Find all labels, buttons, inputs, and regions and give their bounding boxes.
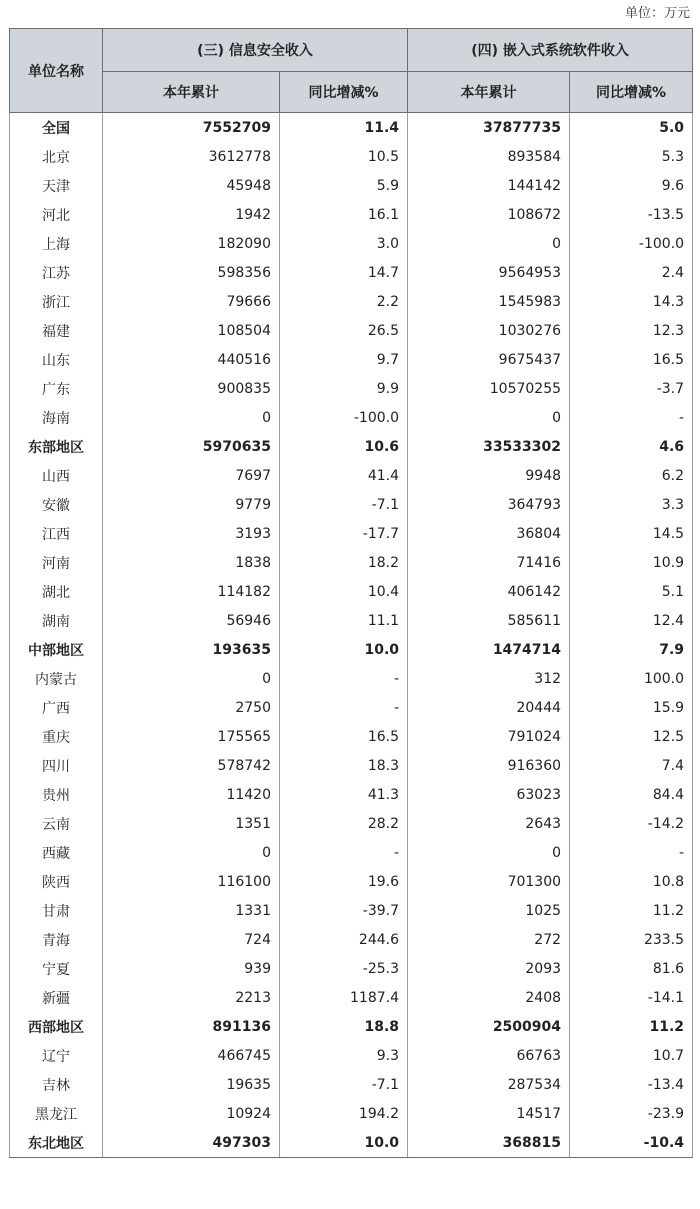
name-cell: 北京 [10, 142, 103, 171]
table-row [10, 1128, 693, 1158]
embedded-yoy-cell: 12.3 [570, 316, 693, 345]
table-row [10, 867, 693, 896]
info-security-cumulative-cell: 1838 [103, 548, 280, 577]
embedded-cumulative-cell: 893584 [408, 142, 570, 171]
name-cell: 辽宁 [10, 1041, 103, 1070]
info-security-yoy-cell: - [280, 664, 408, 693]
table-row [10, 316, 693, 345]
name-cell: 山西 [10, 461, 103, 490]
table-row [10, 1070, 693, 1099]
table-row [10, 606, 693, 635]
table-row [10, 519, 693, 548]
embedded-yoy-cell: -100.0 [570, 229, 693, 258]
info-security-yoy-cell: 9.7 [280, 345, 408, 374]
info-security-cumulative-cell: 0 [103, 838, 280, 867]
info-security-yoy-cell: 14.7 [280, 258, 408, 287]
table-row [10, 287, 693, 316]
name-cell: 河北 [10, 200, 103, 229]
info-security-cumulative-cell: 11420 [103, 780, 280, 809]
embedded-yoy-cell: -10.4 [570, 1128, 693, 1158]
info-security-cumulative-cell: 108504 [103, 316, 280, 345]
embedded-yoy-cell: -13.5 [570, 200, 693, 229]
embedded-yoy-cell: 5.1 [570, 577, 693, 606]
embedded-yoy-cell: 7.9 [570, 635, 693, 664]
table-row [10, 490, 693, 519]
info-security-yoy-cell: 10.0 [280, 1128, 408, 1158]
name-cell: 宁夏 [10, 954, 103, 983]
embedded-yoy-cell: 14.5 [570, 519, 693, 548]
table-row [10, 838, 693, 867]
table-row [10, 432, 693, 461]
embedded-yoy-cell: 9.6 [570, 171, 693, 200]
table-row [10, 1041, 693, 1070]
embedded-yoy-cell: 12.4 [570, 606, 693, 635]
info-security-cumulative-cell: 1942 [103, 200, 280, 229]
table-body [10, 113, 693, 1158]
info-security-yoy-cell: 2.2 [280, 287, 408, 316]
info-security-cumulative-cell: 1331 [103, 896, 280, 925]
embedded-yoy-cell: - [570, 838, 693, 867]
name-cell: 四川 [10, 751, 103, 780]
info-security-cumulative-cell: 900835 [103, 374, 280, 403]
info-security-cumulative-cell: 3193 [103, 519, 280, 548]
embedded-cumulative-cell: 791024 [408, 722, 570, 751]
table-row [10, 1012, 693, 1041]
embedded-yoy-cell: 10.9 [570, 548, 693, 577]
name-cell: 东部地区 [10, 432, 103, 461]
embedded-yoy-cell: 6.2 [570, 461, 693, 490]
embedded-yoy-cell: 11.2 [570, 1012, 693, 1041]
info-security-yoy-cell: 18.8 [280, 1012, 408, 1041]
embedded-yoy-cell: 7.4 [570, 751, 693, 780]
info-security-yoy-cell: 11.4 [280, 113, 408, 143]
embedded-cumulative-cell: 9675437 [408, 345, 570, 374]
name-cell: 中部地区 [10, 635, 103, 664]
embedded-cumulative-cell: 71416 [408, 548, 570, 577]
table-row [10, 954, 693, 983]
info-security-yoy-cell: 10.5 [280, 142, 408, 171]
embedded-yoy-cell: 16.5 [570, 345, 693, 374]
info-security-yoy-cell: 244.6 [280, 925, 408, 954]
table-row [10, 896, 693, 925]
name-cell: 云南 [10, 809, 103, 838]
info-security-cumulative-cell: 182090 [103, 229, 280, 258]
embedded-yoy-cell: 4.6 [570, 432, 693, 461]
embedded-cumulative-cell: 406142 [408, 577, 570, 606]
header-embedded-cumulative: 本年累计 [408, 72, 570, 113]
info-security-cumulative-cell: 1351 [103, 809, 280, 838]
embedded-cumulative-cell: 0 [408, 229, 570, 258]
embedded-cumulative-cell: 66763 [408, 1041, 570, 1070]
name-cell: 浙江 [10, 287, 103, 316]
embedded-yoy-cell: - [570, 403, 693, 432]
info-security-yoy-cell: 41.3 [280, 780, 408, 809]
embedded-cumulative-cell: 1545983 [408, 287, 570, 316]
embedded-cumulative-cell: 10570255 [408, 374, 570, 403]
embedded-cumulative-cell: 9948 [408, 461, 570, 490]
embedded-cumulative-cell: 0 [408, 403, 570, 432]
info-security-yoy-cell: -100.0 [280, 403, 408, 432]
embedded-cumulative-cell: 1030276 [408, 316, 570, 345]
name-cell: 陕西 [10, 867, 103, 896]
embedded-yoy-cell: 100.0 [570, 664, 693, 693]
name-cell: 重庆 [10, 722, 103, 751]
name-cell: 青海 [10, 925, 103, 954]
name-cell: 西部地区 [10, 1012, 103, 1041]
embedded-cumulative-cell: 36804 [408, 519, 570, 548]
embedded-cumulative-cell: 0 [408, 838, 570, 867]
table-row [10, 722, 693, 751]
name-cell: 吉林 [10, 1070, 103, 1099]
embedded-cumulative-cell: 1025 [408, 896, 570, 925]
info-security-yoy-cell: 5.9 [280, 171, 408, 200]
info-security-yoy-cell: 18.2 [280, 548, 408, 577]
table-row [10, 403, 693, 432]
embedded-yoy-cell: 81.6 [570, 954, 693, 983]
table-row [10, 809, 693, 838]
embedded-yoy-cell: 5.0 [570, 113, 693, 143]
info-security-yoy-cell: 26.5 [280, 316, 408, 345]
embedded-cumulative-cell: 108672 [408, 200, 570, 229]
table-row [10, 258, 693, 287]
name-cell: 福建 [10, 316, 103, 345]
info-security-yoy-cell: -7.1 [280, 490, 408, 519]
info-security-cumulative-cell: 193635 [103, 635, 280, 664]
info-security-cumulative-cell: 9779 [103, 490, 280, 519]
name-cell: 西藏 [10, 838, 103, 867]
embedded-cumulative-cell: 63023 [408, 780, 570, 809]
table-row [10, 461, 693, 490]
embedded-yoy-cell: 15.9 [570, 693, 693, 722]
info-security-cumulative-cell: 724 [103, 925, 280, 954]
info-security-yoy-cell: - [280, 693, 408, 722]
header-info-security-yoy: 同比增减% [280, 72, 408, 113]
embedded-yoy-cell: 5.3 [570, 142, 693, 171]
embedded-cumulative-cell: 37877735 [408, 113, 570, 143]
info-security-cumulative-cell: 2750 [103, 693, 280, 722]
name-cell: 甘肃 [10, 896, 103, 925]
embedded-cumulative-cell: 287534 [408, 1070, 570, 1099]
name-cell: 内蒙古 [10, 664, 103, 693]
embedded-yoy-cell: 14.3 [570, 287, 693, 316]
embedded-cumulative-cell: 2643 [408, 809, 570, 838]
table-row [10, 113, 693, 143]
embedded-cumulative-cell: 272 [408, 925, 570, 954]
table-row [10, 693, 693, 722]
table-row [10, 780, 693, 809]
name-cell: 东北地区 [10, 1128, 103, 1158]
embedded-cumulative-cell: 1474714 [408, 635, 570, 664]
info-security-cumulative-cell: 598356 [103, 258, 280, 287]
info-security-cumulative-cell: 497303 [103, 1128, 280, 1158]
info-security-cumulative-cell: 3612778 [103, 142, 280, 171]
name-cell: 湖南 [10, 606, 103, 635]
info-security-cumulative-cell: 10924 [103, 1099, 280, 1128]
embedded-yoy-cell: 84.4 [570, 780, 693, 809]
info-security-cumulative-cell: 578742 [103, 751, 280, 780]
info-security-yoy-cell: -39.7 [280, 896, 408, 925]
info-security-yoy-cell: 9.9 [280, 374, 408, 403]
info-security-cumulative-cell: 79666 [103, 287, 280, 316]
name-cell: 广东 [10, 374, 103, 403]
embedded-cumulative-cell: 33533302 [408, 432, 570, 461]
info-security-yoy-cell: 19.6 [280, 867, 408, 896]
info-security-yoy-cell: 10.0 [280, 635, 408, 664]
header-unit-name: 单位名称 [10, 29, 103, 113]
table-row [10, 635, 693, 664]
name-cell: 江西 [10, 519, 103, 548]
table-row [10, 374, 693, 403]
embedded-yoy-cell: 3.3 [570, 490, 693, 519]
info-security-yoy-cell: -7.1 [280, 1070, 408, 1099]
name-cell: 湖北 [10, 577, 103, 606]
embedded-yoy-cell: -23.9 [570, 1099, 693, 1128]
embedded-cumulative-cell: 2093 [408, 954, 570, 983]
info-security-yoy-cell: 16.5 [280, 722, 408, 751]
name-cell: 广西 [10, 693, 103, 722]
embedded-cumulative-cell: 585611 [408, 606, 570, 635]
info-security-cumulative-cell: 175565 [103, 722, 280, 751]
name-cell: 上海 [10, 229, 103, 258]
embedded-cumulative-cell: 916360 [408, 751, 570, 780]
table-row [10, 171, 693, 200]
table-row [10, 925, 693, 954]
table-row [10, 229, 693, 258]
name-cell: 河南 [10, 548, 103, 577]
header-info-security-cumulative: 本年累计 [103, 72, 280, 113]
info-security-yoy-cell: 194.2 [280, 1099, 408, 1128]
info-security-yoy-cell: 1187.4 [280, 983, 408, 1012]
embedded-yoy-cell: 11.2 [570, 896, 693, 925]
embedded-yoy-cell: -3.7 [570, 374, 693, 403]
info-security-cumulative-cell: 466745 [103, 1041, 280, 1070]
info-security-cumulative-cell: 891136 [103, 1012, 280, 1041]
embedded-yoy-cell: -14.1 [570, 983, 693, 1012]
embedded-cumulative-cell: 701300 [408, 867, 570, 896]
embedded-cumulative-cell: 20444 [408, 693, 570, 722]
embedded-yoy-cell: 2.4 [570, 258, 693, 287]
table-row [10, 577, 693, 606]
table-row [10, 751, 693, 780]
info-security-cumulative-cell: 116100 [103, 867, 280, 896]
embedded-yoy-cell: 233.5 [570, 925, 693, 954]
info-security-yoy-cell: -17.7 [280, 519, 408, 548]
info-security-cumulative-cell: 45948 [103, 171, 280, 200]
table-row [10, 200, 693, 229]
info-security-yoy-cell: 9.3 [280, 1041, 408, 1070]
embedded-yoy-cell: -14.2 [570, 809, 693, 838]
embedded-cumulative-cell: 9564953 [408, 258, 570, 287]
info-security-yoy-cell: 10.6 [280, 432, 408, 461]
info-security-cumulative-cell: 56946 [103, 606, 280, 635]
header-embedded-software: (四) 嵌入式系统软件收入 [408, 29, 693, 72]
embedded-yoy-cell: 10.8 [570, 867, 693, 896]
info-security-yoy-cell: - [280, 838, 408, 867]
info-security-yoy-cell: 18.3 [280, 751, 408, 780]
table-row [10, 142, 693, 171]
table-row [10, 1099, 693, 1128]
info-security-cumulative-cell: 114182 [103, 577, 280, 606]
name-cell: 全国 [10, 113, 103, 143]
embedded-yoy-cell: 10.7 [570, 1041, 693, 1070]
name-cell: 江苏 [10, 258, 103, 287]
name-cell: 海南 [10, 403, 103, 432]
name-cell: 新疆 [10, 983, 103, 1012]
info-security-cumulative-cell: 440516 [103, 345, 280, 374]
info-security-cumulative-cell: 0 [103, 403, 280, 432]
table-row [10, 548, 693, 577]
info-security-cumulative-cell: 19635 [103, 1070, 280, 1099]
name-cell: 安徽 [10, 490, 103, 519]
info-security-yoy-cell: 41.4 [280, 461, 408, 490]
name-cell: 天津 [10, 171, 103, 200]
info-security-cumulative-cell: 2213 [103, 983, 280, 1012]
header-embedded-yoy: 同比增减% [570, 72, 693, 113]
name-cell: 山东 [10, 345, 103, 374]
table-row [10, 664, 693, 693]
info-security-cumulative-cell: 7552709 [103, 113, 280, 143]
embedded-yoy-cell: -13.4 [570, 1070, 693, 1099]
info-security-yoy-cell: 28.2 [280, 809, 408, 838]
header-info-security: (三) 信息安全收入 [103, 29, 408, 72]
embedded-cumulative-cell: 364793 [408, 490, 570, 519]
embedded-cumulative-cell: 368815 [408, 1128, 570, 1158]
info-security-yoy-cell: 3.0 [280, 229, 408, 258]
embedded-yoy-cell: 12.5 [570, 722, 693, 751]
embedded-cumulative-cell: 2408 [408, 983, 570, 1012]
embedded-cumulative-cell: 312 [408, 664, 570, 693]
info-security-yoy-cell: 10.4 [280, 577, 408, 606]
info-security-cumulative-cell: 0 [103, 664, 280, 693]
embedded-cumulative-cell: 144142 [408, 171, 570, 200]
table-row [10, 345, 693, 374]
info-security-cumulative-cell: 939 [103, 954, 280, 983]
embedded-cumulative-cell: 2500904 [408, 1012, 570, 1041]
info-security-cumulative-cell: 7697 [103, 461, 280, 490]
name-cell: 贵州 [10, 780, 103, 809]
table-row [10, 983, 693, 1012]
name-cell: 黑龙江 [10, 1099, 103, 1128]
info-security-yoy-cell: 16.1 [280, 200, 408, 229]
info-security-cumulative-cell: 5970635 [103, 432, 280, 461]
unit-label: 单位：万元 [624, 6, 690, 21]
embedded-cumulative-cell: 14517 [408, 1099, 570, 1128]
info-security-yoy-cell: 11.1 [280, 606, 408, 635]
revenue-table [9, 28, 693, 1158]
info-security-yoy-cell: -25.3 [280, 954, 408, 983]
